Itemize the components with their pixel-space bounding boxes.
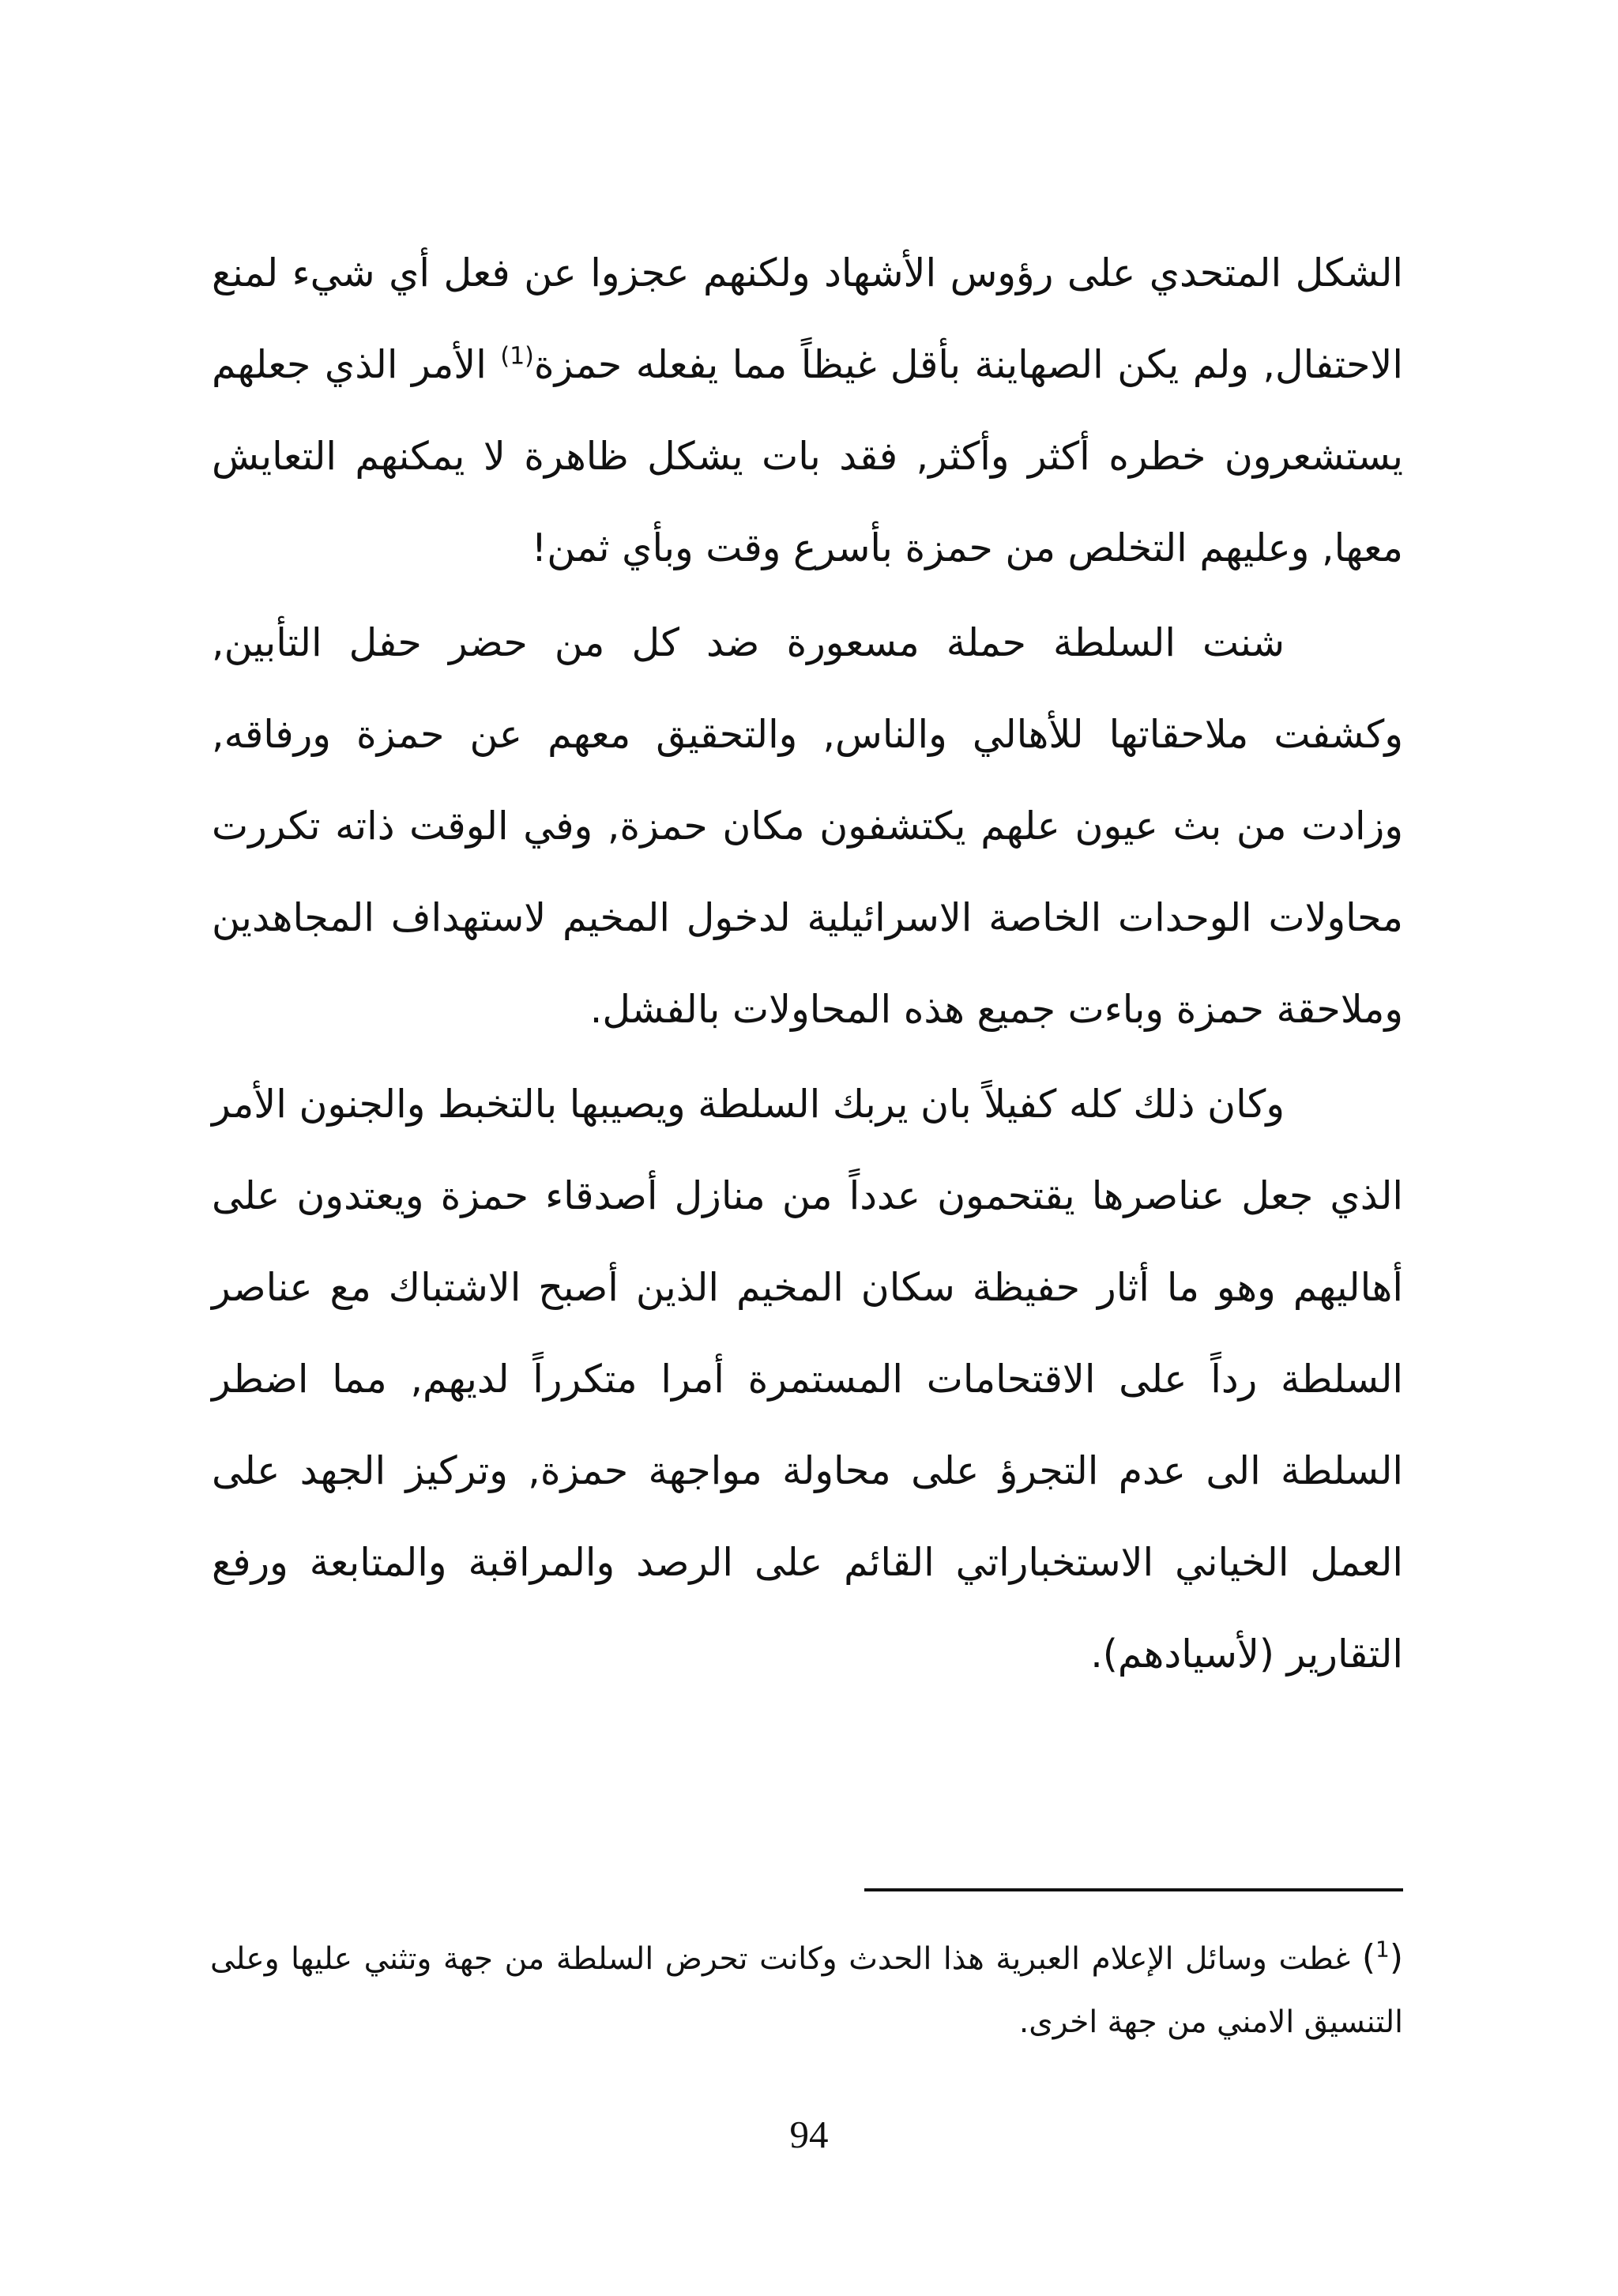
footnote-text: غطت وسائل الإعلام العبرية هذا الحدث وكانت تحرض السلطة من جهة وتثني عليها وعلى التنسيق الامني من جهة اخرى. <box>210 1941 1403 2040</box>
footnote-marker <box>1362 1937 1403 1978</box>
paragraph-1-text-a: الشكل المتحدي على رؤوس الأشهاد ولكنهم عجزوا عن فعل أي شيء لمنع الاحتفال, ولم يكن الصهاينة بأقل غيظاً مما يفعله حمزة <box>212 250 1403 387</box>
footnote <box>210 1926 1403 2054</box>
paragraph-1 <box>212 228 1403 594</box>
page-number: 94 <box>789 2113 829 2156</box>
paragraph-1-text-b: الأمر الذي جعلهم يستشعرون خطره أكثر وأكثر, فقد بات يشكل ظاهرة لا يمكنهم التعايش معها, وعليهم التخلص من حمزة بأسرع وقت وبأي ثمن! <box>212 342 1403 570</box>
body-text <box>212 228 1403 1700</box>
footnote-marker-number: 1 <box>1375 1936 1390 1963</box>
footnote-separator <box>864 1888 1403 1891</box>
footnote-reference: (1) <box>500 342 534 371</box>
paragraph-2: شنت السلطة حملة مسعورة ضد كل من حضر حفل التأبين, وكشفت ملاحقاتها للأهالي والناس, والتحقيق معهم عن حمزة ورفاقه, وزادت من بث عيون علهم يكتشفون مكان حمزة, وفي الوقت ذاته تكررت محاولات الوحدات الخاصة الاسرائيلية لدخول المخيم لاستهداف المجاهدين وملاحقة حمزة وباءت جميع هذه المحاولات بالفشل. <box>212 620 1403 1032</box>
footnote-marker-open: ( <box>1389 1937 1403 1978</box>
paragraph-3: وكان ذلك كله كفيلاً بان يربك السلطة ويصيبها بالتخبط والجنون الأمر الذي جعل عناصرها يقتحمون عدداً من منازل أصدقاء حمزة ويعتدون على أهاليهم وهو ما أثار حفيظة سكان المخيم الذين أصبح الاشتباك مع عناصر السلطة رداً على الاقتحامات المستمرة أمرا متكرراً لديهم, مما اضطر السلطة الى عدم التجرؤ على محاولة مواجهة حمزة, وتركيز الجهد على العمل الخياني الاستخباراتي القائم على الرصد والمراقبة والمتابعة ورفع التقارير (لأسيادهم). <box>212 1082 1403 1677</box>
footnote-marker-close: ) <box>1361 1937 1375 1978</box>
